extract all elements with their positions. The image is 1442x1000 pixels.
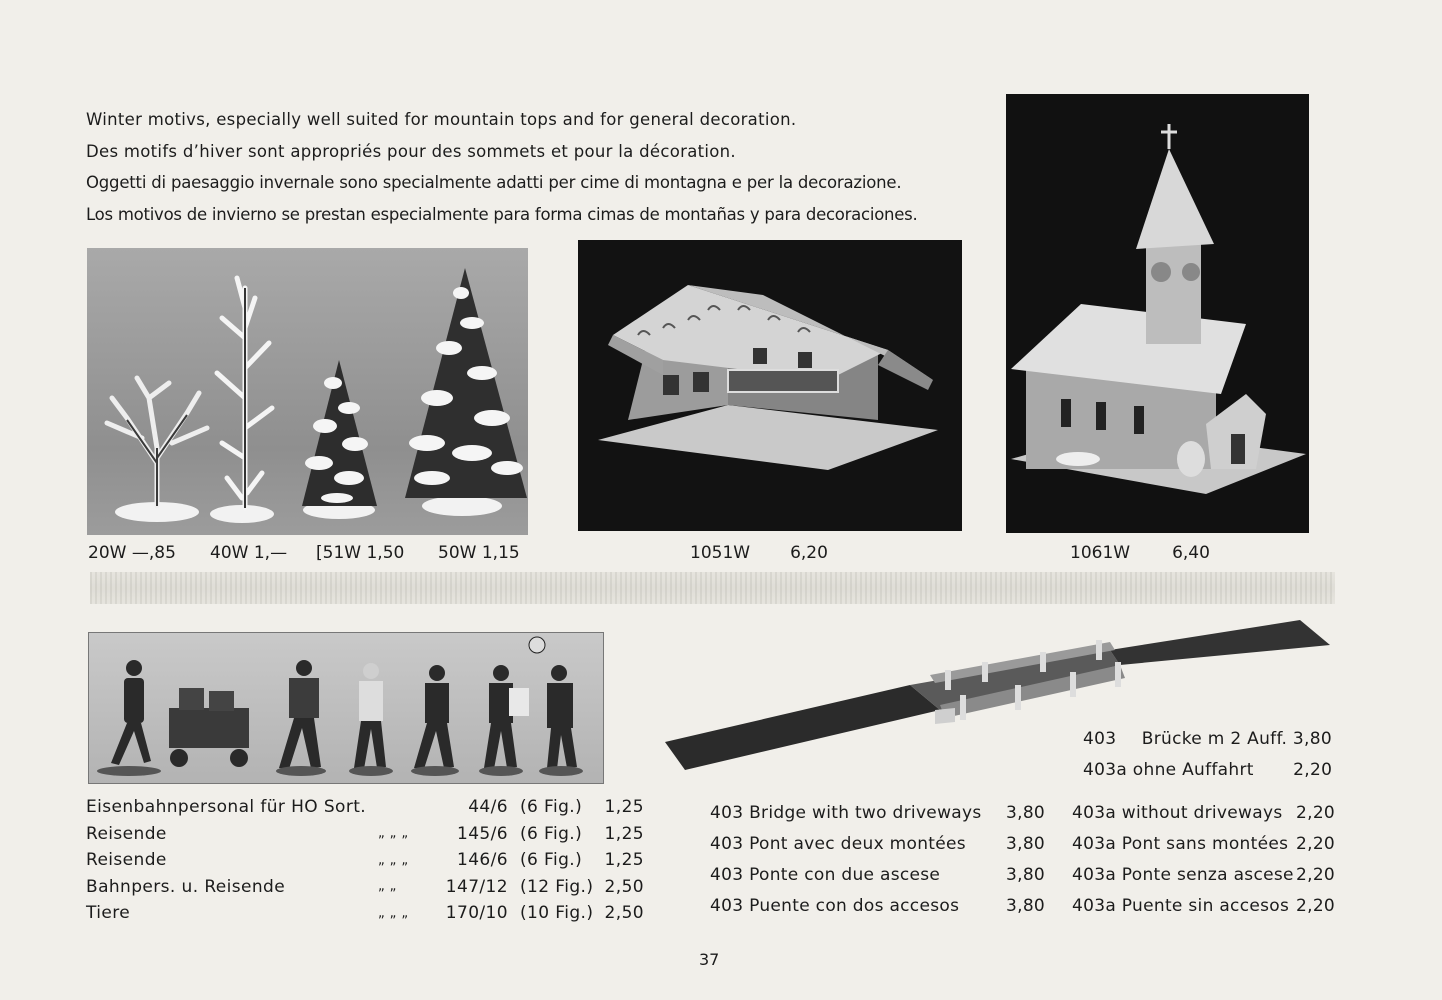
item-code: 403 — [710, 803, 744, 823]
intro-line-es: Los motivos de invierno se prestan especialmente para forma cimas de montañas y para decoraciones. — [86, 204, 918, 224]
church-photo — [1006, 94, 1309, 533]
item-code: 403a — [1072, 865, 1117, 885]
bridge-es-price-a: 2,20 — [1296, 896, 1336, 916]
bridge-es-price: 3,80 — [1006, 896, 1046, 916]
row-ditto: „ „ — [378, 879, 397, 895]
row-figures: (6 Fig.) — [520, 823, 583, 844]
item-price: 3,80 — [1292, 729, 1332, 749]
bridge-it-price-a: 2,20 — [1296, 865, 1336, 885]
bridge-en-price: 3,80 — [1006, 803, 1046, 823]
table-row — [86, 821, 644, 848]
item-price: 1,— — [253, 543, 288, 563]
item-price: 1,50 — [366, 543, 405, 563]
row-price: 2,50 — [604, 876, 644, 897]
page-number: 37 — [699, 950, 720, 969]
row-ditto: „ „ „ — [378, 852, 409, 868]
chalet-caption — [690, 543, 828, 563]
tree-40w-caption — [210, 543, 287, 563]
row-number: 146/6 — [457, 850, 508, 871]
bridge-fr-row — [710, 834, 966, 854]
row-name: Reisende — [86, 850, 167, 871]
decorative-band — [90, 572, 1335, 604]
intro-line-en: Winter motivs, especially well suited for mountain tops and for general decoration. — [86, 110, 797, 129]
figures-price-table — [86, 794, 644, 927]
bridge-en-price-a: 2,20 — [1296, 803, 1336, 823]
chalet-photo — [578, 240, 962, 531]
row-ditto: „ „ „ — [378, 905, 409, 921]
tree-51w-caption — [316, 543, 404, 563]
figures-photo — [88, 632, 604, 784]
item-description: ohne Auffahrt — [1132, 760, 1254, 780]
bridge-de-row-2 — [1083, 760, 1332, 780]
row-ditto — [378, 794, 426, 821]
item-description: Bridge with two driveways — [749, 803, 982, 823]
item-code: [51W — [316, 543, 362, 563]
row-figures: (6 Fig.) — [520, 797, 583, 818]
item-code: 403 — [710, 834, 744, 854]
item-code: 1061W — [1070, 543, 1131, 563]
item-description: Ponte senza ascese — [1121, 865, 1294, 885]
item-price: 2,20 — [1293, 760, 1333, 780]
row-price: 2,50 — [604, 903, 644, 924]
item-code: 403a — [1083, 760, 1128, 780]
row-figures: (10 Fig.) — [520, 903, 594, 924]
item-code: 403 — [1083, 729, 1117, 749]
item-description: Ponte con due ascese — [749, 865, 941, 885]
row-number: 145/6 — [457, 823, 508, 844]
bridge-es-row — [710, 896, 959, 916]
item-code: 403a — [1072, 896, 1117, 916]
item-description: Puente con dos accesos — [749, 896, 960, 916]
intro-text — [86, 104, 986, 230]
table-row — [86, 874, 644, 901]
intro-line-it: Oggetti di paesaggio invernale sono specialmente adatti per cime di montagna e per la decorazione. — [86, 173, 902, 192]
bridge-it-price: 3,80 — [1006, 865, 1046, 885]
item-description: Brücke m 2 Auff. — [1141, 729, 1288, 749]
item-description: Puente sin accesos — [1121, 896, 1290, 916]
item-code: 50W — [438, 543, 477, 563]
item-price: 6,40 — [1172, 543, 1210, 563]
item-description: Pont sans montées — [1121, 834, 1289, 854]
tree-20w-caption — [88, 543, 176, 563]
item-code: 403 — [710, 896, 744, 916]
item-code: 20W — [88, 543, 127, 563]
row-name: Eisenbahnpersonal für HO Sort. — [86, 797, 367, 818]
row-number: 44/6 — [468, 797, 508, 818]
bridge-it-row-a — [1072, 865, 1294, 885]
item-description: Pont avec deux montées — [749, 834, 966, 854]
row-number: 170/10 — [445, 903, 508, 924]
bridge-fr-price: 3,80 — [1006, 834, 1046, 854]
table-row — [86, 794, 644, 821]
bridge-de-row-1 — [1083, 729, 1332, 749]
table-row — [86, 900, 644, 927]
intro-line-fr: Des motifs d’hiver sont appropriés pour des sommets et pour la décoration. — [86, 141, 736, 161]
item-price: 6,20 — [790, 543, 828, 563]
bridge-es-row-a — [1072, 896, 1289, 916]
item-price: —,85 — [131, 543, 176, 563]
bridge-fr-price-a: 2,20 — [1296, 834, 1336, 854]
row-ditto: „ „ „ — [378, 826, 409, 842]
row-figures: (6 Fig.) — [520, 850, 583, 871]
row-price: 1,25 — [604, 797, 644, 818]
item-price: 1,15 — [481, 543, 520, 563]
bridge-it-row — [710, 865, 940, 885]
item-description: without driveways — [1121, 803, 1283, 823]
item-code: 403a — [1072, 834, 1117, 854]
item-code: 1051W — [690, 543, 751, 563]
item-code: 403a — [1072, 803, 1117, 823]
bridge-en-row — [710, 803, 982, 823]
item-code: 40W — [210, 543, 249, 563]
item-code: 403 — [710, 865, 744, 885]
row-name: Tiere — [86, 903, 131, 924]
church-caption — [1070, 543, 1210, 563]
table-row — [86, 847, 644, 874]
bridge-en-row-a — [1072, 803, 1282, 823]
row-name: Bahnpers. u. Reisende — [86, 876, 286, 897]
row-price: 1,25 — [604, 850, 644, 871]
tree-50w-caption — [438, 543, 520, 563]
row-figures: (12 Fig.) — [520, 876, 594, 897]
row-number: 147/12 — [445, 876, 508, 897]
row-name: Reisende — [86, 823, 167, 844]
bridge-fr-row-a — [1072, 834, 1288, 854]
trees-photo — [87, 248, 528, 535]
row-price: 1,25 — [604, 823, 644, 844]
